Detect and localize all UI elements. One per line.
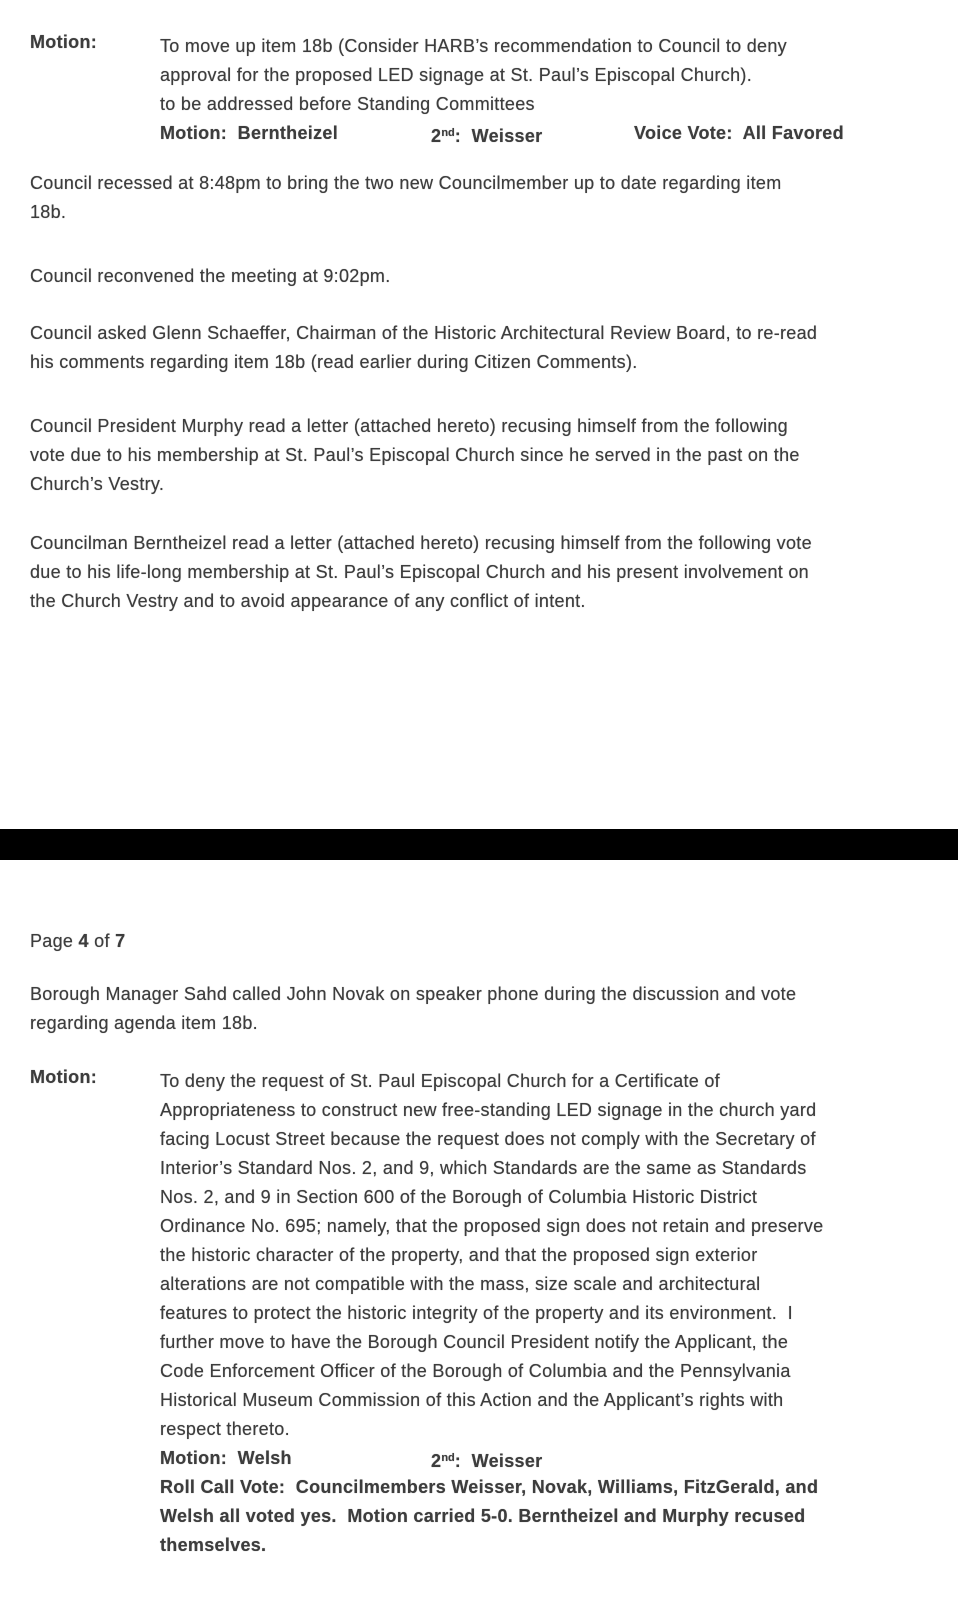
text-line: vote due to his membership at St. Paul’s Episcopal Church since he served in the past on the <box>30 445 800 465</box>
text-line: Borough Manager Sahd called John Novak on speaker phone during the discussion and vote <box>30 984 797 1004</box>
text-line: the Church Vestry and to avoid appearance of any conflict of intent. <box>30 591 586 611</box>
footer-word-of: of <box>88 931 116 951</box>
text-line: regarding agenda item 18b. <box>30 1013 258 1033</box>
text-line: his comments regarding item 18b (read earlier during Citizen Comments). <box>30 352 638 372</box>
text-line: To deny the request of St. Paul Episcopal Church for a Certificate of <box>160 1071 720 1091</box>
second-by <box>431 119 542 151</box>
second-number: 2 <box>431 126 442 146</box>
text-line: Nos. 2, and 9 in Section 600 of the Borough of Columbia Historic District <box>160 1187 758 1207</box>
text-line: due to his life-long membership at St. Paul’s Episcopal Church and his present involvement on <box>30 562 809 582</box>
text-line: alterations are not compatible with the mass, size scale and architectural <box>160 1274 761 1294</box>
text-line: Appropriateness to construct new free-standing LED signage in the church yard <box>160 1100 817 1120</box>
second-number: 2 <box>431 1451 442 1471</box>
motion-maker: Motion: Welsh <box>160 1448 292 1468</box>
text-line: Historical Museum Commission of this Action and the Applicant’s rights with <box>160 1390 784 1410</box>
paragraph-recess <box>30 169 958 227</box>
text-line: further move to have the Borough Council President notify the Applicant, the <box>160 1332 789 1352</box>
text-line: Ordinance No. 695; namely, that the proposed sign does not retain and preserve <box>160 1216 824 1236</box>
motion-label: Motion: <box>30 1067 98 1087</box>
text-line: features to protect the historic integrity of the property and its environment. I <box>160 1303 793 1323</box>
second-name: : Weisser <box>454 1451 543 1471</box>
text-line: the historic character of the property, and that the proposed sign exterior <box>160 1245 758 1265</box>
motion-block-18b <box>30 32 958 148</box>
text-line: Councilman Berntheizel read a letter (attached hereto) recusing himself from the following vote <box>30 533 812 553</box>
paragraph-berntheizel-recusal <box>30 529 958 616</box>
motion-text-lines <box>160 1067 958 1444</box>
motion-text <box>160 1067 958 1560</box>
second-ordinal: nd <box>441 127 455 139</box>
motion-text-lines <box>160 32 958 119</box>
page-number-footer <box>30 927 958 956</box>
motion-label: Motion: <box>30 32 98 52</box>
page-break-bar <box>0 829 958 860</box>
text-line: To move up item 18b (Consider HARB’s recommendation to Council to deny <box>160 36 787 56</box>
paragraph-reconvene <box>30 262 958 291</box>
vote-line <box>160 1444 958 1473</box>
text-line: Council President Murphy read a letter (attached hereto) recusing himself from the following <box>30 416 788 436</box>
motion-block-deny-request <box>30 1067 958 1560</box>
text-line: facing Locust Street because the request does not comply with the Secretary of <box>160 1129 816 1149</box>
motion-maker: Motion: Berntheizel <box>160 123 338 143</box>
paragraph-borough-manager <box>30 980 958 1038</box>
text-line: to be addressed before Standing Committees <box>160 94 535 114</box>
footer-total-pages: 7 <box>115 931 126 951</box>
second-by <box>431 1444 542 1476</box>
paragraph-murphy-recusal <box>30 412 958 499</box>
page3-content <box>0 0 958 616</box>
text-line: 18b. <box>30 202 67 222</box>
text-line: respect thereto. <box>160 1419 290 1439</box>
text-line: Welsh all voted yes. Motion carried 5-0. Berntheizel and Murphy recused <box>160 1506 806 1526</box>
roll-call-vote <box>160 1473 958 1560</box>
footer-word-page: Page <box>30 931 79 951</box>
text-line: Interior’s Standard Nos. 2, and 9, which Standards are the same as Standards <box>160 1158 807 1178</box>
text-line: Council reconvened the meeting at 9:02pm. <box>30 266 391 286</box>
text-line: approval for the proposed LED signage at St. Paul’s Episcopal Church). <box>160 65 752 85</box>
footer-current-page: 4 <box>78 931 89 951</box>
motion-text <box>160 32 958 148</box>
vote-line <box>160 119 958 148</box>
paragraph-schaeffer <box>30 319 958 377</box>
text-line: themselves. <box>160 1535 267 1555</box>
page4-content <box>0 860 958 1560</box>
text-line: Council asked Glenn Schaeffer, Chairman of the Historic Architectural Review Board, to re-read <box>30 323 818 343</box>
second-name: : Weisser <box>454 126 543 146</box>
text-line: Council recessed at 8:48pm to bring the two new Councilmember up to date regarding item <box>30 173 782 193</box>
text-line: Roll Call Vote: Councilmembers Weisser, Novak, Williams, FitzGerald, and <box>160 1477 819 1497</box>
text-line: Church’s Vestry. <box>30 474 165 494</box>
text-line: Code Enforcement Officer of the Borough of Columbia and the Pennsylvania <box>160 1361 791 1381</box>
voice-vote: Voice Vote: All Favored <box>634 123 844 143</box>
second-ordinal: nd <box>441 1452 455 1464</box>
